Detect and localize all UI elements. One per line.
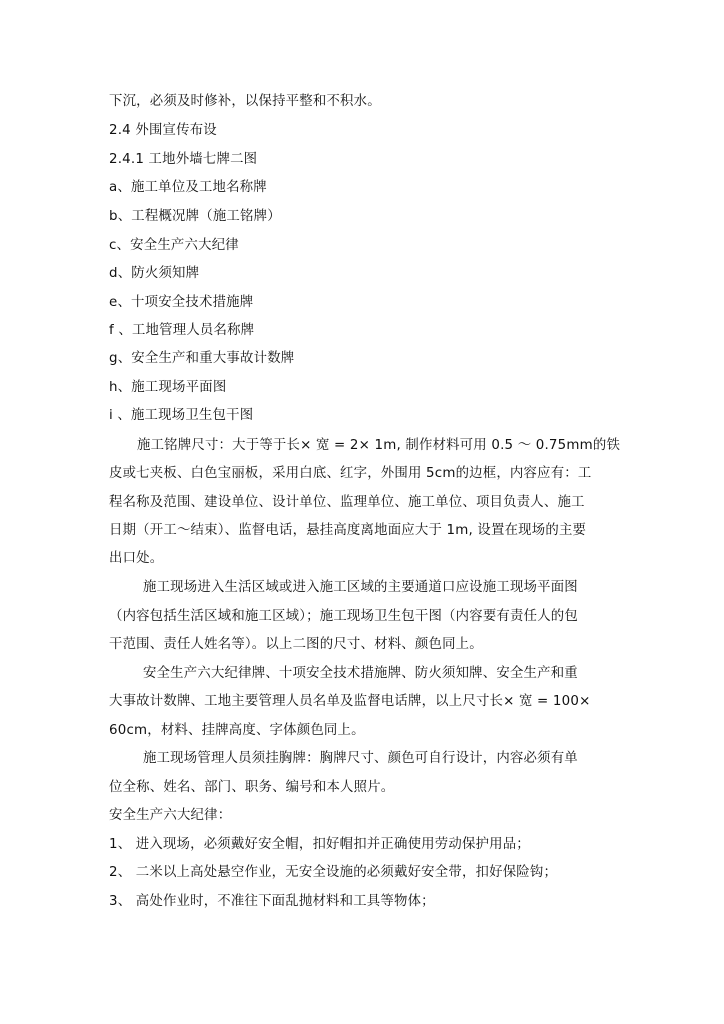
list-item: f 、工地管理人员名称牌 xyxy=(109,323,255,338)
rule-item: 1、 进入现场，必须戴好安全帽，扣好帽扣并正确使用劳动保护用品； xyxy=(109,837,530,852)
paragraph-line: 施工铭牌尺寸：大于等于长× 宽 = 2× 1m, 制作材料可用 0.5 ～ 0.75mm的铁 xyxy=(137,438,621,453)
rule-item: 2、 二米以上高处悬空作业，无安全设施的必须戴好安全带，扣好保险钩； xyxy=(109,865,558,880)
paragraph-line: 程名称及范围、建设单位、设计单位、监理单位、施工单位、项目负责人、施工 xyxy=(109,495,585,510)
paragraph-line: 出口处。 xyxy=(109,551,164,566)
paragraph-line: 干范围、责任人姓名等）。以上二图的尺寸、材料、颜色同上。 xyxy=(109,637,483,652)
paragraph-line: 安全生产六大纪律牌、十项安全技术措施牌、防火须知牌、安全生产和重 xyxy=(143,666,578,681)
paragraph-line: 下沉，必须及时修补，以保持平整和不积水。 xyxy=(109,94,381,109)
list-item: i 、施工现场卫生包干图 xyxy=(109,408,254,423)
list-item: b、工程概况牌（施工铭牌） xyxy=(109,209,281,224)
rule-item: 3、 高处作业时，不准往下面乱抛材料和工具等物体； xyxy=(109,894,435,909)
list-item: h、施工现场平面图 xyxy=(109,380,227,395)
paragraph-line: 60cm，材料、挂牌高度、字体颜色同上。 xyxy=(109,723,365,738)
section-heading: 2.4 外围宣传布设 xyxy=(109,123,217,138)
paragraph-line: 大事故计数牌、工地主要管理人员名单及监督电话牌，以上尺寸长× 宽 = 100× xyxy=(109,694,591,709)
list-item: d、防火须知牌 xyxy=(109,266,200,281)
paragraph-line: 位全称、姓名、部门、职务、编号和本人照片。 xyxy=(109,780,395,795)
list-item: g、安全生产和重大事故计数牌 xyxy=(109,351,295,366)
paragraph-line: 施工现场管理人员须挂胸牌：胸牌尺寸、颜色可自行设计，内容必须有单 xyxy=(143,751,578,766)
paragraph-line: 施工现场进入生活区域或进入施工区域的主要通道口应设施工现场平面图 xyxy=(143,580,578,595)
list-item: c、安全生产六大纪律 xyxy=(109,238,239,253)
subsection-heading: 2.4.1 工地外墙七牌二图 xyxy=(109,152,258,167)
paragraph-line: 日期（开工～结束）、监督电话，悬挂高度离地面应大于 1m, 设置在现场的主要 xyxy=(109,523,587,538)
list-item: a、施工单位及工地名称牌 xyxy=(109,180,267,195)
paragraph-line: 皮或七夹板、白色宝丽板，采用白底、红字，外围用 5cm的边框，内容应有：工 xyxy=(109,466,592,481)
list-item: e、十项安全技术措施牌 xyxy=(109,295,254,310)
section-title: 安全生产六大纪律： xyxy=(109,808,232,823)
paragraph-line: （内容包括生活区域和施工区域）；施工现场卫生包干图（内容要有责任人的包 xyxy=(109,609,578,624)
